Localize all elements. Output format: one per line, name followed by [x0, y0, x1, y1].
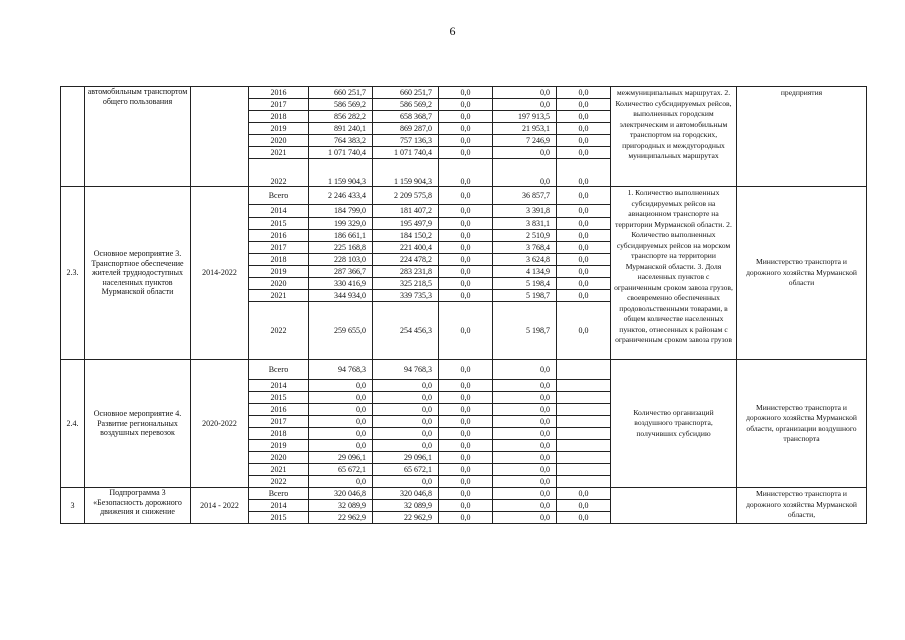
- municipal-cell: 0,0: [493, 380, 557, 392]
- municipal-cell: 0,0: [493, 440, 557, 452]
- year-cell: 2015: [249, 392, 309, 404]
- activity-name: Основное мероприятие 3. Транспортное обеспечение жителей труднодоступных населенных пунктов Мурманской области: [85, 187, 191, 360]
- regional-cell: 586 569,2: [373, 99, 439, 111]
- regional-cell: 254 456,3: [373, 302, 439, 360]
- other-cell: [557, 440, 611, 452]
- other-cell: 0,0: [557, 159, 611, 187]
- total-cell: 0,0: [309, 440, 373, 452]
- regional-cell: 2 209 575,8: [373, 187, 439, 205]
- table-row: [61, 187, 867, 205]
- executor: предприятия: [737, 87, 867, 187]
- regional-cell: 660 251,7: [373, 87, 439, 99]
- municipal-cell: 7 246,9: [493, 135, 557, 147]
- regional-cell: 65 672,1: [373, 464, 439, 476]
- regional-cell: 0,0: [373, 428, 439, 440]
- year-cell: 2021: [249, 464, 309, 476]
- year-cell: 2020: [249, 452, 309, 464]
- total-cell: 330 416,9: [309, 278, 373, 290]
- activity-name: Основное мероприятие 4. Развитие региональных воздушных перевозок: [85, 360, 191, 488]
- total-cell: 22 962,9: [309, 512, 373, 524]
- year-cell: 2021: [249, 290, 309, 302]
- federal-cell: 0,0: [439, 392, 493, 404]
- row-number: [61, 87, 85, 187]
- regional-cell: 195 497,9: [373, 218, 439, 230]
- federal-cell: 0,0: [439, 254, 493, 266]
- year-cell: 2016: [249, 230, 309, 242]
- other-cell: 0,0: [557, 187, 611, 205]
- other-cell: 0,0: [557, 254, 611, 266]
- year-cell: 2021: [249, 147, 309, 159]
- municipal-cell: 3 391,8: [493, 205, 557, 218]
- other-cell: 0,0: [557, 111, 611, 123]
- year-cell: Всего: [249, 488, 309, 500]
- total-cell: 225 168,8: [309, 242, 373, 254]
- activity-name: автомобильным транспортом общего пользования: [85, 87, 191, 187]
- regional-cell: 0,0: [373, 440, 439, 452]
- federal-cell: 0,0: [439, 464, 493, 476]
- other-cell: 0,0: [557, 512, 611, 524]
- federal-cell: 0,0: [439, 87, 493, 99]
- regional-cell: 1 071 740,4: [373, 147, 439, 159]
- regional-cell: 869 287,0: [373, 123, 439, 135]
- total-cell: 94 768,3: [309, 360, 373, 380]
- total-cell: 259 655,0: [309, 302, 373, 360]
- period: 2014-2022: [191, 187, 249, 360]
- table-row: [61, 87, 867, 99]
- row-number: 2.3.: [61, 187, 85, 360]
- federal-cell: 0,0: [439, 476, 493, 488]
- regional-cell: 320 046,8: [373, 488, 439, 500]
- federal-cell: 0,0: [439, 380, 493, 392]
- other-cell: 0,0: [557, 242, 611, 254]
- federal-cell: 0,0: [439, 242, 493, 254]
- regional-cell: 181 407,2: [373, 205, 439, 218]
- other-cell: 0,0: [557, 205, 611, 218]
- year-cell: 2019: [249, 440, 309, 452]
- year-cell: Всего: [249, 187, 309, 205]
- year-cell: 2016: [249, 87, 309, 99]
- year-cell: 2015: [249, 512, 309, 524]
- municipal-cell: 3 624,8: [493, 254, 557, 266]
- federal-cell: 0,0: [439, 428, 493, 440]
- other-cell: [557, 416, 611, 428]
- year-cell: 2016: [249, 404, 309, 416]
- municipal-cell: 0,0: [493, 476, 557, 488]
- federal-cell: 0,0: [439, 205, 493, 218]
- municipal-cell: 21 953,1: [493, 123, 557, 135]
- federal-cell: 0,0: [439, 147, 493, 159]
- period: 2020-2022: [191, 360, 249, 488]
- regional-cell: 339 735,3: [373, 290, 439, 302]
- total-cell: 856 282,2: [309, 111, 373, 123]
- other-cell: [557, 360, 611, 380]
- regional-cell: 32 089,9: [373, 500, 439, 512]
- total-cell: 228 103,0: [309, 254, 373, 266]
- other-cell: [557, 428, 611, 440]
- year-cell: 2018: [249, 111, 309, 123]
- total-cell: 0,0: [309, 380, 373, 392]
- total-cell: 29 096,1: [309, 452, 373, 464]
- federal-cell: 0,0: [439, 123, 493, 135]
- municipal-cell: 0,0: [493, 99, 557, 111]
- total-cell: 344 934,0: [309, 290, 373, 302]
- period: [191, 87, 249, 187]
- year-cell: 2014: [249, 205, 309, 218]
- federal-cell: 0,0: [439, 278, 493, 290]
- total-cell: 1 071 740,4: [309, 147, 373, 159]
- executor: Министерство транспорта и дорожного хозяйства Мурманской области,: [737, 488, 867, 524]
- total-cell: 0,0: [309, 476, 373, 488]
- year-cell: 2020: [249, 278, 309, 290]
- other-cell: 0,0: [557, 99, 611, 111]
- table-body: [61, 87, 867, 524]
- year-cell: 2019: [249, 266, 309, 278]
- municipal-cell: 0,0: [493, 159, 557, 187]
- year-cell: 2014: [249, 380, 309, 392]
- other-cell: 0,0: [557, 488, 611, 500]
- total-cell: 0,0: [309, 416, 373, 428]
- municipal-cell: 0,0: [493, 464, 557, 476]
- federal-cell: 0,0: [439, 135, 493, 147]
- municipal-cell: 5 198,4: [493, 278, 557, 290]
- total-cell: 891 240,1: [309, 123, 373, 135]
- regional-cell: 1 159 904,3: [373, 159, 439, 187]
- regional-cell: 22 962,9: [373, 512, 439, 524]
- regional-cell: 221 400,4: [373, 242, 439, 254]
- year-cell: 2017: [249, 242, 309, 254]
- total-cell: 2 246 433,4: [309, 187, 373, 205]
- other-cell: 0,0: [557, 87, 611, 99]
- year-cell: 2017: [249, 99, 309, 111]
- total-cell: 660 251,7: [309, 87, 373, 99]
- total-cell: 32 089,9: [309, 500, 373, 512]
- federal-cell: 0,0: [439, 416, 493, 428]
- total-cell: 65 672,1: [309, 464, 373, 476]
- year-cell: 2019: [249, 123, 309, 135]
- target-indicators: Количество организаций воздушного транспорта, получивших субсидию: [611, 360, 737, 488]
- other-cell: 0,0: [557, 266, 611, 278]
- total-cell: 586 569,2: [309, 99, 373, 111]
- municipal-cell: 0,0: [493, 392, 557, 404]
- total-cell: 0,0: [309, 392, 373, 404]
- total-cell: 320 046,8: [309, 488, 373, 500]
- federal-cell: 0,0: [439, 512, 493, 524]
- federal-cell: 0,0: [439, 187, 493, 205]
- regional-cell: 94 768,3: [373, 360, 439, 380]
- target-indicators: [611, 488, 737, 524]
- other-cell: 0,0: [557, 123, 611, 135]
- federal-cell: 0,0: [439, 452, 493, 464]
- municipal-cell: 0,0: [493, 416, 557, 428]
- regional-cell: 224 478,2: [373, 254, 439, 266]
- total-cell: 764 383,2: [309, 135, 373, 147]
- municipal-cell: 5 198,7: [493, 290, 557, 302]
- year-cell: Всего: [249, 360, 309, 380]
- other-cell: [557, 380, 611, 392]
- federal-cell: 0,0: [439, 302, 493, 360]
- municipal-cell: 0,0: [493, 512, 557, 524]
- municipal-cell: 0,0: [493, 147, 557, 159]
- federal-cell: 0,0: [439, 99, 493, 111]
- target-indicators: межмуниципальных маршрутах. 2. Количество субсидируемых рейсов, выполненных городским электрическим и автомобильным транспортом на городских, пригородных и междугородных муниципальных маршрутах: [611, 87, 737, 187]
- municipal-cell: 36 857,7: [493, 187, 557, 205]
- regional-cell: 283 231,8: [373, 266, 439, 278]
- municipal-cell: 2 510,9: [493, 230, 557, 242]
- page-number: 6: [449, 24, 456, 38]
- year-cell: 2018: [249, 254, 309, 266]
- budget-table: [60, 86, 867, 524]
- other-cell: 0,0: [557, 147, 611, 159]
- municipal-cell: 0,0: [493, 428, 557, 440]
- table-row: [61, 488, 867, 500]
- regional-cell: 0,0: [373, 404, 439, 416]
- row-number: 3: [61, 488, 85, 524]
- federal-cell: 0,0: [439, 360, 493, 380]
- executor: Министерство транспорта и дорожного хозяйства Мурманской области: [737, 187, 867, 360]
- federal-cell: 0,0: [439, 290, 493, 302]
- municipal-cell: 0,0: [493, 488, 557, 500]
- regional-cell: 0,0: [373, 392, 439, 404]
- regional-cell: 0,0: [373, 380, 439, 392]
- year-cell: 2022: [249, 159, 309, 187]
- year-cell: 2014: [249, 500, 309, 512]
- executor: Министерство транспорта и дорожного хозяйства Мурманской области, организации воздушного транспорта: [737, 360, 867, 488]
- federal-cell: 0,0: [439, 230, 493, 242]
- total-cell: 199 329,0: [309, 218, 373, 230]
- total-cell: 0,0: [309, 404, 373, 416]
- table-row: [61, 360, 867, 380]
- federal-cell: 0,0: [439, 266, 493, 278]
- other-cell: [557, 404, 611, 416]
- year-cell: 2020: [249, 135, 309, 147]
- municipal-cell: 0,0: [493, 452, 557, 464]
- total-cell: 186 661,1: [309, 230, 373, 242]
- federal-cell: 0,0: [439, 159, 493, 187]
- municipal-cell: 0,0: [493, 87, 557, 99]
- regional-cell: 0,0: [373, 476, 439, 488]
- period: 2014 - 2022: [191, 488, 249, 524]
- other-cell: [557, 452, 611, 464]
- federal-cell: 0,0: [439, 404, 493, 416]
- regional-cell: 0,0: [373, 416, 439, 428]
- regional-cell: 29 096,1: [373, 452, 439, 464]
- regional-cell: 757 136,3: [373, 135, 439, 147]
- municipal-cell: 0,0: [493, 404, 557, 416]
- other-cell: 0,0: [557, 230, 611, 242]
- municipal-cell: 0,0: [493, 360, 557, 380]
- total-cell: 1 159 904,3: [309, 159, 373, 187]
- municipal-cell: 0,0: [493, 500, 557, 512]
- other-cell: 0,0: [557, 290, 611, 302]
- municipal-cell: 197 913,5: [493, 111, 557, 123]
- year-cell: 2015: [249, 218, 309, 230]
- federal-cell: 0,0: [439, 111, 493, 123]
- total-cell: 287 366,7: [309, 266, 373, 278]
- regional-cell: 658 368,7: [373, 111, 439, 123]
- municipal-cell: 3 768,4: [493, 242, 557, 254]
- federal-cell: 0,0: [439, 488, 493, 500]
- other-cell: 0,0: [557, 278, 611, 290]
- total-cell: 184 799,0: [309, 205, 373, 218]
- other-cell: [557, 476, 611, 488]
- federal-cell: 0,0: [439, 440, 493, 452]
- regional-cell: 325 218,5: [373, 278, 439, 290]
- municipal-cell: 4 134,9: [493, 266, 557, 278]
- other-cell: [557, 392, 611, 404]
- total-cell: 0,0: [309, 428, 373, 440]
- year-cell: 2018: [249, 428, 309, 440]
- other-cell: 0,0: [557, 500, 611, 512]
- row-number: 2.4.: [61, 360, 85, 488]
- federal-cell: 0,0: [439, 218, 493, 230]
- target-indicators: 1. Количество выполненных субсидируемых рейсов на авиационном транспорте на территории Мурманской области. 2. Количество выполненных субсидируемых рейсов на морском транспорте на территории Мурманской области. 3. Доля населенных пунктов с ограниченным сроком завоза грузов, своевременно обеспеченных продовольственными товарами, в общем количестве населенных пунктов, отнесенных к районам с ограниченным сроком завоза грузов: [611, 187, 737, 360]
- other-cell: 0,0: [557, 218, 611, 230]
- federal-cell: 0,0: [439, 500, 493, 512]
- other-cell: 0,0: [557, 135, 611, 147]
- year-cell: 2017: [249, 416, 309, 428]
- regional-cell: 184 150,2: [373, 230, 439, 242]
- other-cell: 0,0: [557, 302, 611, 360]
- year-cell: 2022: [249, 302, 309, 360]
- activity-name: Подпрограмма 3 «Безопасность дорожного движения и снижение: [85, 488, 191, 524]
- year-cell: 2022: [249, 476, 309, 488]
- municipal-cell: 3 831,1: [493, 218, 557, 230]
- other-cell: [557, 464, 611, 476]
- municipal-cell: 5 198,7: [493, 302, 557, 360]
